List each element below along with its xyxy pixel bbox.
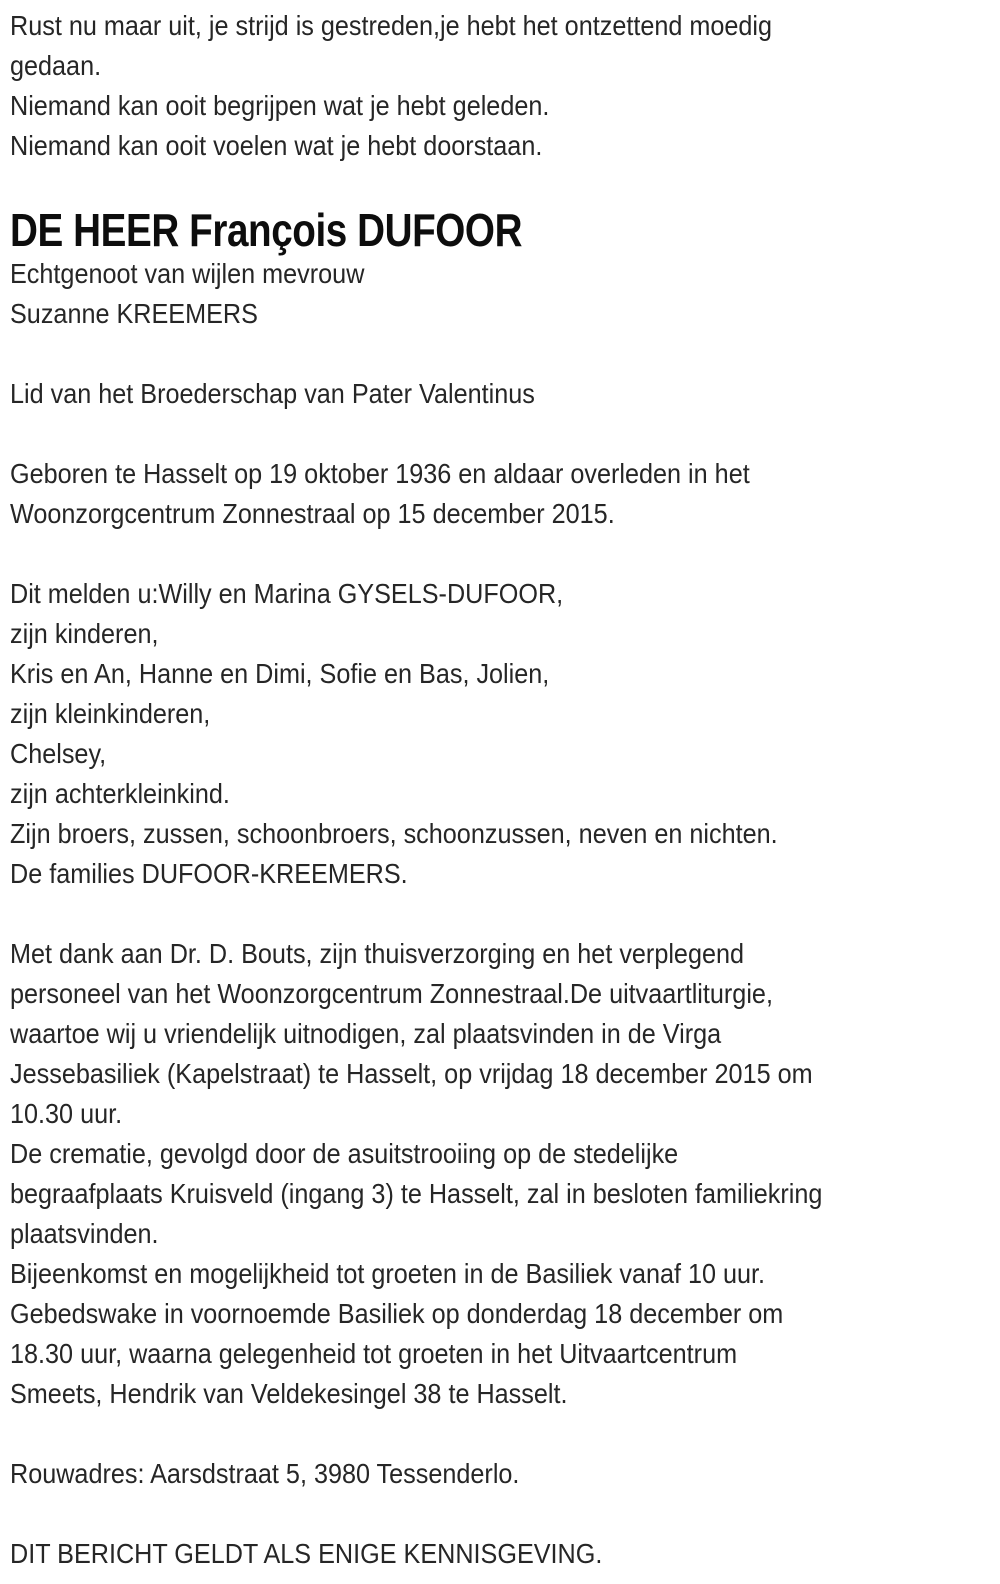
- text-line: Rouwadres: Aarsdstraat 5, 3980 Tessenderlo.: [10, 1458, 520, 1489]
- text-line: 18.30 uur, waarna gelegenheid tot groeten in het Uitvaartcentrum: [10, 1338, 738, 1369]
- text-line: DIT BERICHT GELDT ALS ENIGE KENNISGEVING.: [10, 1538, 603, 1569]
- gap-2: [10, 334, 1000, 374]
- gap-4: [10, 534, 1000, 574]
- gap-3: [10, 414, 1000, 454]
- service-details: [10, 934, 1000, 1414]
- sole-notification-statement: [10, 1534, 1000, 1574]
- deceased-name-heading: [10, 206, 1000, 254]
- mourning-address: [10, 1454, 1000, 1494]
- text-line: Met dank aan Dr. D. Bouts, zijn thuisverzorging en het verplegend: [10, 938, 745, 969]
- text-line: Bijeenkomst en mogelijkheid tot groeten in de Basiliek vanaf 10 uur.: [10, 1258, 766, 1289]
- text-line: gedaan.: [10, 50, 102, 81]
- text-line: Dit melden u:Willy en Marina GYSELS-DUFOOR,: [10, 578, 564, 609]
- text-line: waartoe wij u vriendelijk uitnodigen, zal plaatsvinden in de Virga: [10, 1018, 722, 1049]
- text-line: Zijn broers, zussen, schoonbroers, schoonzussen, neven en nichten.: [10, 818, 778, 849]
- family-announcement: [10, 574, 1000, 894]
- text-line: Rust nu maar uit, je strijd is gestreden,je hebt het ontzettend moedig: [10, 10, 773, 41]
- text-line: Smeets, Hendrik van Veldekesingel 38 te Hasselt.: [10, 1378, 568, 1409]
- opening-poem: [10, 6, 1000, 166]
- text-line: 10.30 uur.: [10, 1098, 123, 1129]
- text-line: Kris en An, Hanne en Dimi, Sofie en Bas, Jolien,: [10, 658, 550, 689]
- gap-7: [10, 1494, 1000, 1534]
- membership-info: [10, 374, 1000, 414]
- page-title: DE HEER François DUFOOR: [10, 204, 523, 256]
- text-line: De families DUFOOR-KREEMERS.: [10, 858, 408, 889]
- spouse-info: [10, 254, 1000, 334]
- text-line: Gebedswake in voornoemde Basiliek op donderdag 18 december om: [10, 1298, 784, 1329]
- text-line: zijn kleinkinderen,: [10, 698, 211, 729]
- text-line: personeel van het Woonzorgcentrum Zonnestraal.De uitvaartliturgie,: [10, 978, 773, 1009]
- gap-5: [10, 894, 1000, 934]
- gap-6: [10, 1414, 1000, 1454]
- gap-1: [10, 166, 1000, 206]
- text-line: Woonzorgcentrum Zonnestraal op 15 december 2015.: [10, 498, 615, 529]
- text-line: Echtgenoot van wijlen mevrouw: [10, 258, 365, 289]
- text-line: Lid van het Broederschap van Pater Valentinus: [10, 378, 535, 409]
- text-line: plaatsvinden.: [10, 1218, 159, 1249]
- text-line: begraafplaats Kruisveld (ingang 3) te Hasselt, zal in besloten familiekring: [10, 1178, 823, 1209]
- text-line: De crematie, gevolgd door de asuitstrooiing op de stedelijke: [10, 1138, 679, 1169]
- text-line: Jessebasiliek (Kapelstraat) te Hasselt, op vrijdag 18 december 2015 om: [10, 1058, 813, 1089]
- text-line: Geboren te Hasselt op 19 oktober 1936 en aldaar overleden in het: [10, 458, 750, 489]
- text-line: zijn kinderen,: [10, 618, 159, 649]
- text-line: Suzanne KREEMERS: [10, 298, 258, 329]
- text-line: Niemand kan ooit voelen wat je hebt doorstaan.: [10, 130, 543, 161]
- text-line: Niemand kan ooit begrijpen wat je hebt geleden.: [10, 90, 550, 121]
- birth-death-info: [10, 454, 1000, 534]
- text-line: zijn achterkleinkind.: [10, 778, 230, 809]
- text-line: Chelsey,: [10, 738, 107, 769]
